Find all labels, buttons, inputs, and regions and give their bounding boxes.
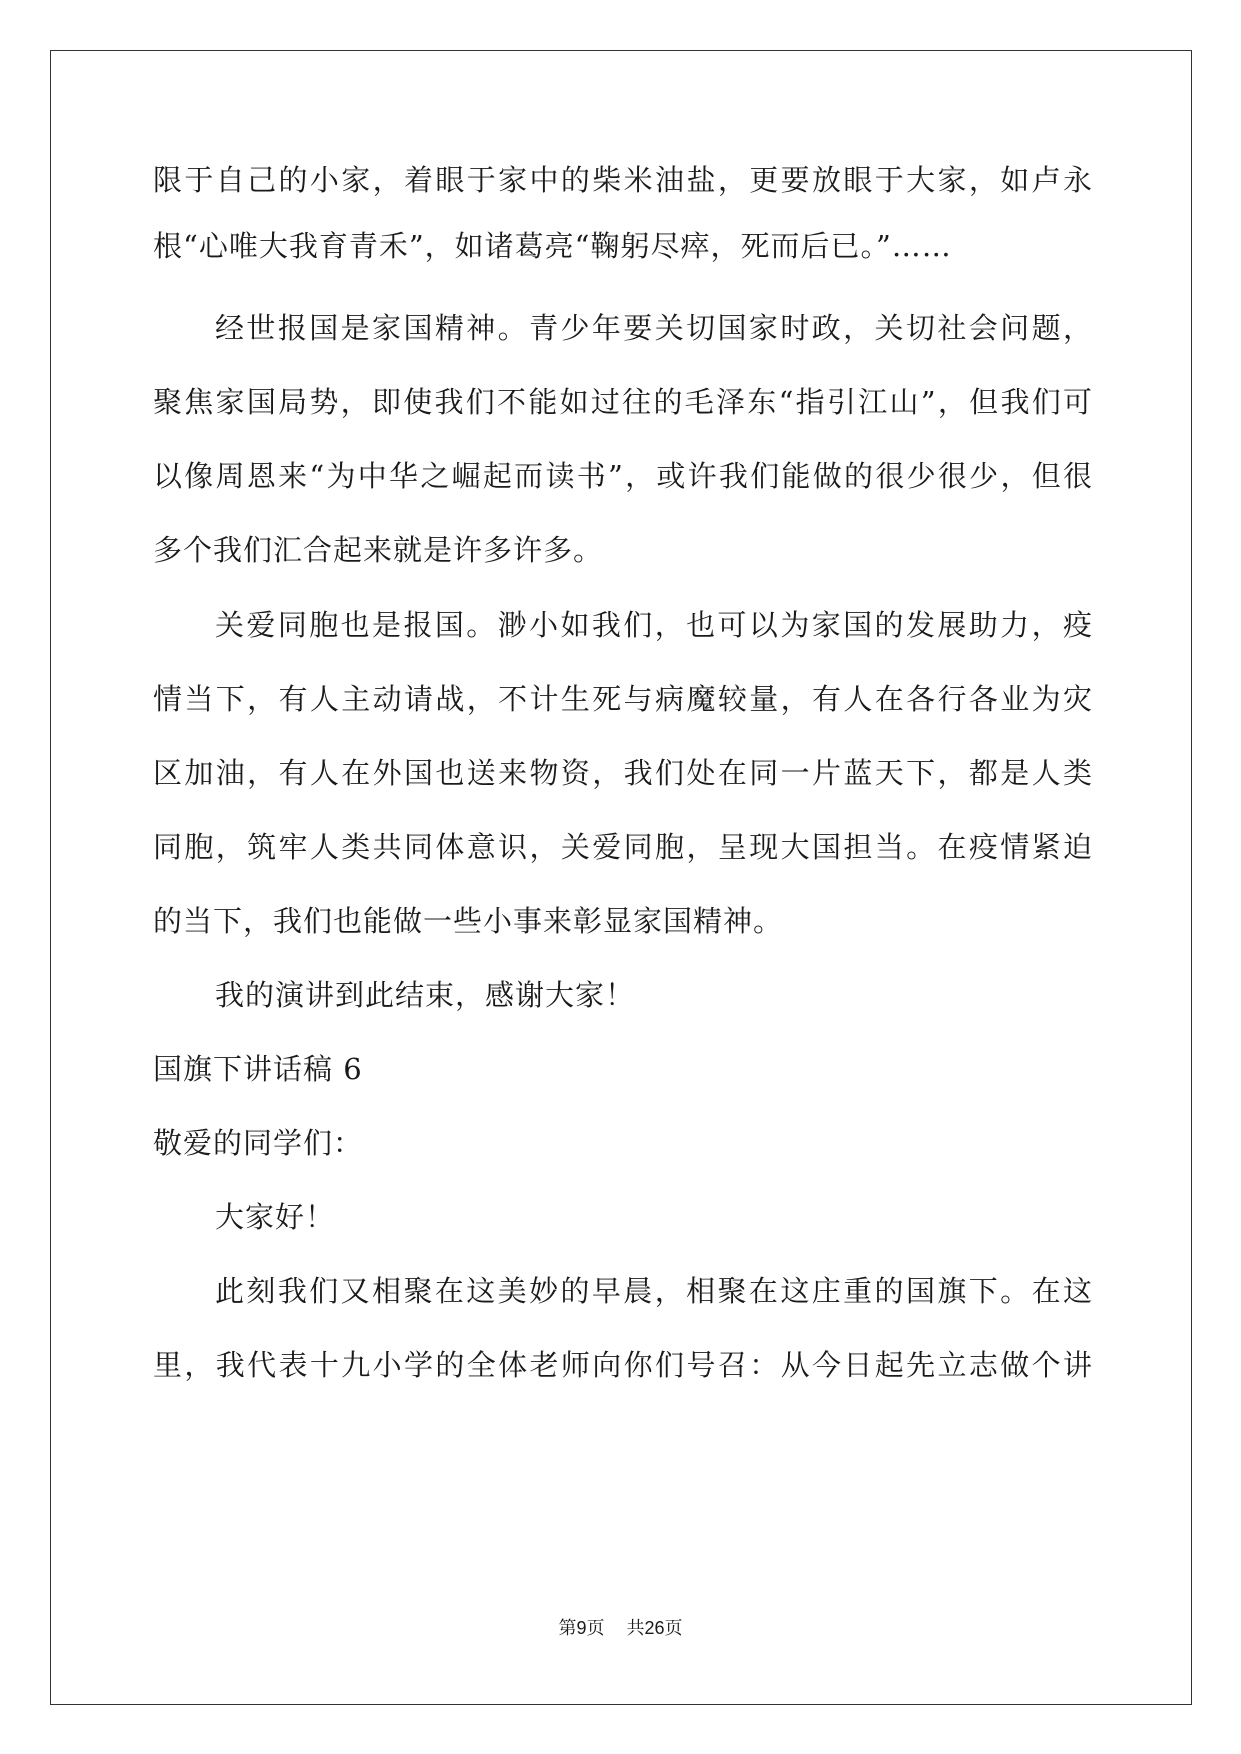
text-line: 以像周恩来“为中华之崛起而读书”，或许我们能做的很少很少，但很 <box>153 459 1093 493</box>
text-line: 关爱同胞也是报国。渺小如我们，也可以为家国的发展助力，疫 <box>215 608 1093 642</box>
text-line: 的当下，我们也能做一些小事来彰显家国精神。 <box>153 904 784 938</box>
text-line: 多个我们汇合起来就是许多许多。 <box>153 533 604 567</box>
page-footer <box>0 1616 1241 1641</box>
text-line: 区加油，有人在外国也送来物资，我们处在同一片蓝天下，都是人类 <box>153 756 1093 790</box>
text-line: 我的演讲到此结束，感谢大家！ <box>215 978 636 1012</box>
text-line: 情当下，有人主动请战，不计生死与病魔较量，有人在各行各业为灾 <box>153 682 1093 716</box>
text-line: 经世报国是家国精神。青少年要关切国家时政，关切社会问题， <box>215 311 1093 345</box>
text-line: 里，我代表十九小学的全体老师向你们号召：从今日起先立志做个讲 <box>153 1348 1093 1382</box>
page-border <box>50 50 1192 1705</box>
total-suffix: 页 <box>664 1618 683 1639</box>
page-number: 9 <box>576 1618 587 1638</box>
total-pages: 26 <box>644 1618 665 1638</box>
text-line: 限于自己的小家，着眼于家中的柴米油盐，更要放眼于大家，如卢永 <box>153 163 1093 197</box>
page-prefix: 第 <box>558 1618 577 1639</box>
salutation: 敬爱的同学们： <box>153 1126 364 1160</box>
page-suffix: 页 <box>586 1618 605 1639</box>
greeting: 大家好！ <box>215 1200 336 1234</box>
text-line: 根“心唯大我育青禾”，如诸葛亮“鞠躬尽瘁，死而后已。”…… <box>153 229 952 263</box>
text-line: 同胞，筑牢人类共同体意识，关爱同胞，呈现大国担当。在疫情紧迫 <box>153 830 1093 864</box>
text-line: 聚焦家国局势，即使我们不能如过往的毛泽东“指引江山”，但我们可 <box>153 385 1093 419</box>
text-line: 此刻我们又相聚在这美妙的早晨，相聚在这庄重的国旗下。在这 <box>215 1274 1093 1308</box>
total-prefix: 共 <box>626 1618 645 1639</box>
section-title: 国旗下讲话稿 6 <box>153 1052 363 1086</box>
